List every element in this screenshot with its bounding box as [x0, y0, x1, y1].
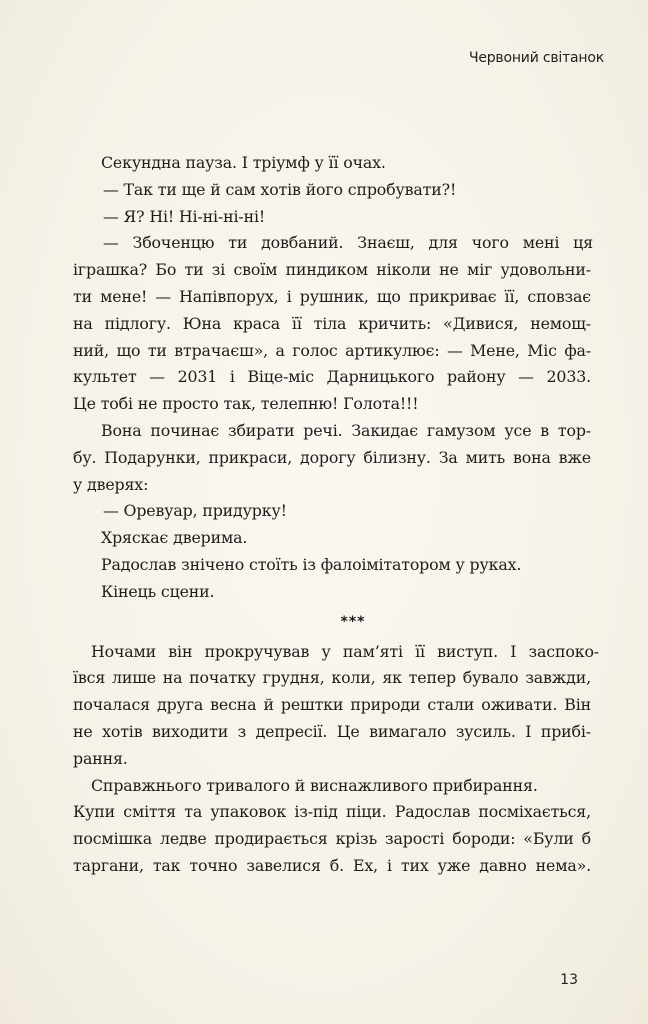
text-line: ти мене! — Напівпорух, і рушник, що прикриває її, сповзає — [73, 286, 591, 306]
running-header: Червоний світанок — [468, 50, 604, 66]
text-line: Хряскає дверима. — [101, 528, 248, 548]
text-line: культет — 2031 і Віце-міс Дарницького району — 2033. — [73, 367, 591, 387]
text-line: Це тобі не просто так, телепню! Голота!!! — [73, 394, 419, 414]
text-line: — Збоченцю ти довбаний. Знаєш, для чого мені ця — [103, 233, 593, 253]
page-number: 13 — [560, 972, 578, 988]
text-line: не хотів виходити з депресії. Це вимагало зусиль. І прибі- — [73, 721, 591, 741]
text-line: іграшка? Бо ти зі своїм пиндиком ніколи не міг удовольни- — [73, 260, 591, 280]
text-line: почалася друга весна й рештки природи стали оживати. Він — [73, 695, 591, 715]
text-line: Секундна пауза. І тріумф у її очах. — [101, 153, 386, 172]
section-separator: *** — [340, 613, 366, 630]
text-line: рання. — [73, 748, 128, 768]
text-line: — Я? Ні! Ні-ні-ні-ні! — [103, 206, 266, 226]
text-line: бу. Подарунки, прикраси, дорогу білизну. За мить вона вже — [73, 447, 591, 467]
text-line: посмішка ледве продирається крізь зарості бороди: «Були б — [73, 829, 591, 849]
text-line: Кінець сцени. — [101, 581, 215, 601]
text-line: Радослав знічено стоїть із фалоімітатором у руках. — [101, 554, 522, 574]
text-line: Ночами він прокручував у пам’яті її виступ. І заспоко- — [91, 641, 599, 661]
text-line: таргани, так точно завелися б. Ех, і тих уже давно нема». — [73, 855, 591, 875]
text-line: на підлогу. Юна краса її тіла кричить: «Дивися, немощ- — [73, 313, 591, 333]
text-line: Справжнього тривалого й виснажливого прибирання. — [91, 775, 538, 795]
text-line: Вона починає збирати речі. Закидає гамузом усе в тор- — [101, 420, 591, 440]
text-line: — Оревуар, придурку! — [103, 501, 287, 521]
text-line: Купи сміття та упаковок із-під піци. Радослав посміхається, — [73, 802, 591, 822]
text-line: ївся лише на початку грудня, коли, як тепер бувало завжди, — [73, 668, 591, 688]
text-line: у дверях: — [73, 474, 149, 494]
text-line: — Так ти ще й сам хотів його спробувати?! — [103, 179, 457, 199]
text-line: ний, що ти втрачаєш», а голос артикулює: — Мене, Міс фа- — [73, 340, 591, 360]
body-text — [73, 150, 599, 880]
